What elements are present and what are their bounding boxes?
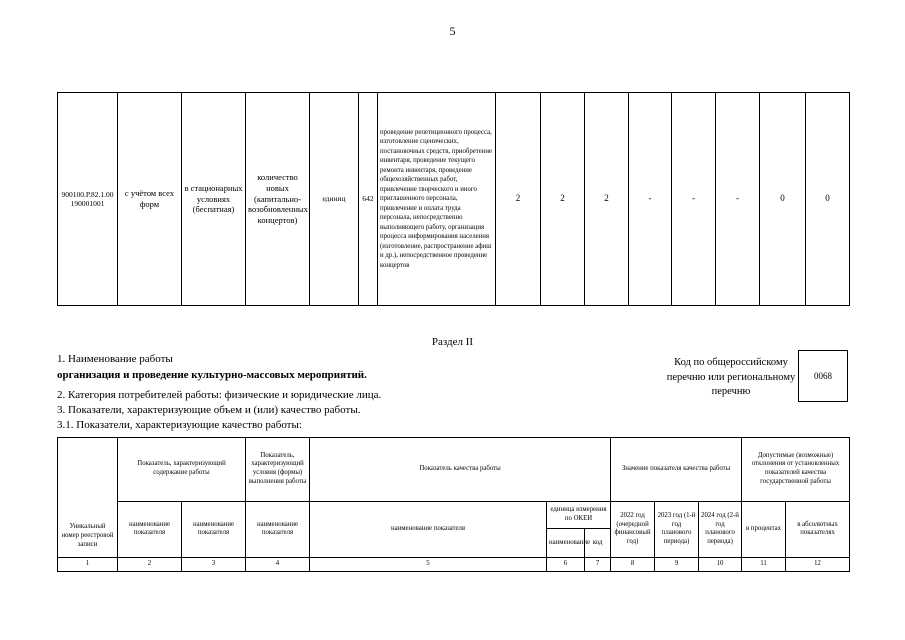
quality-indicators-heading: 3.1. Показатели, характеризующие качество работы: xyxy=(57,419,302,431)
column-number: 2 xyxy=(118,558,182,572)
column-number: 12 xyxy=(786,558,850,572)
page-number: 5 xyxy=(449,24,456,38)
column-number-row xyxy=(58,558,850,572)
column-number: 8 xyxy=(611,558,655,572)
header-values: Значение показателя качества работы xyxy=(611,438,742,502)
unit-name-cell: единиц xyxy=(310,93,359,306)
work-name: организация и проведение культурно-массовых мероприятий. xyxy=(57,369,367,381)
column-number: 3 xyxy=(182,558,246,572)
code-label: Код по общероссийскому перечню или региональному перечню xyxy=(666,357,796,398)
value-cell: 2 xyxy=(496,93,541,306)
column-number: 10 xyxy=(699,558,742,572)
value-cell: - xyxy=(629,93,672,306)
description-cell: проведение репетиционного процесса, изготовление сценических, постановочных средств, приобретение инвентаря, проведение текущего ремонта инвентаря, проведение общехозяйственных работ, привлечение творческого и иного приглашенного персонала, привлечение и оплата труда персонала, непосредственно выполняющего работу, организация процесса информирования населения (изготовление, распространение афиш и др.), непосредственное проведение концертов xyxy=(378,93,496,306)
column-number: 4 xyxy=(246,558,310,572)
indicator-cell: количество новых (капитально-возобновленных концертов) xyxy=(246,93,310,306)
header-indicator-name-content2: наименование показателя xyxy=(182,501,246,558)
header-year-2023: 2023 год (1-й год планового периода) xyxy=(655,501,699,558)
content-cell: с учётом всех форм xyxy=(118,93,182,306)
column-number: 9 xyxy=(655,558,699,572)
header-registry: Уникальный номер реестровой записи xyxy=(58,438,118,558)
table-row xyxy=(58,93,850,306)
value-cell: 2 xyxy=(541,93,585,306)
value-cell: - xyxy=(716,93,760,306)
header-quality: Показатель качества работы xyxy=(310,438,611,502)
header-percent: в процентах xyxy=(742,501,786,558)
column-number: 11 xyxy=(742,558,786,572)
code-box: 0068 xyxy=(798,350,848,402)
header-indicator-name-condition: наименование показателя xyxy=(246,501,310,558)
value-cell: 0 xyxy=(806,93,850,306)
quality-indicators-table xyxy=(57,437,850,572)
header-unit-code: код xyxy=(585,528,611,558)
header-unit-name: наименование xyxy=(547,528,585,558)
header-indicator-name-content1: наименование показателя xyxy=(118,501,182,558)
header-indicator-name-quality: наименование показателя xyxy=(310,501,547,558)
header-year-2022: 2022 год (очередной финансовый год) xyxy=(611,501,655,558)
header-unit: единица измерения по ОКЕИ xyxy=(547,501,611,528)
condition-cell: в стационарных условиях (беспатная) xyxy=(182,93,246,306)
header-absolute: в абсолютных показателях xyxy=(786,501,850,558)
column-number: 6 xyxy=(547,558,585,572)
value-cell: 0 xyxy=(760,93,806,306)
column-number: 1 xyxy=(58,558,118,572)
header-conditions: Показатель, характеризующий условия (формы) выполнения работы xyxy=(246,438,310,502)
value-cell: 2 xyxy=(585,93,629,306)
section-title: Раздел II xyxy=(431,336,474,348)
header-year-2024: 2024 год (2-й год планового периода) xyxy=(699,501,742,558)
value-cell: - xyxy=(672,93,716,306)
okei-code-cell: 642 xyxy=(359,93,378,306)
work-name-label: 1. Наименование работы xyxy=(57,353,173,365)
consumer-category: 2. Категория потребителей работы: физические и юридические лица. xyxy=(57,389,382,401)
upper-data-table xyxy=(57,92,850,306)
column-number: 7 xyxy=(585,558,611,572)
table-header-row xyxy=(58,438,850,502)
table-header-row xyxy=(58,501,850,528)
registry-number-cell: 900100.Р.82.1.00190001001 xyxy=(58,93,118,306)
header-content: Показатель, характеризующий содержание работы xyxy=(118,438,246,502)
header-deviation: Допустимые (возможные) отклонения от установленных показателей качества государственной работы xyxy=(742,438,850,502)
indicators-heading: 3. Показатели, характеризующие объем и (или) качество работы. xyxy=(57,404,361,416)
column-number: 5 xyxy=(310,558,547,572)
